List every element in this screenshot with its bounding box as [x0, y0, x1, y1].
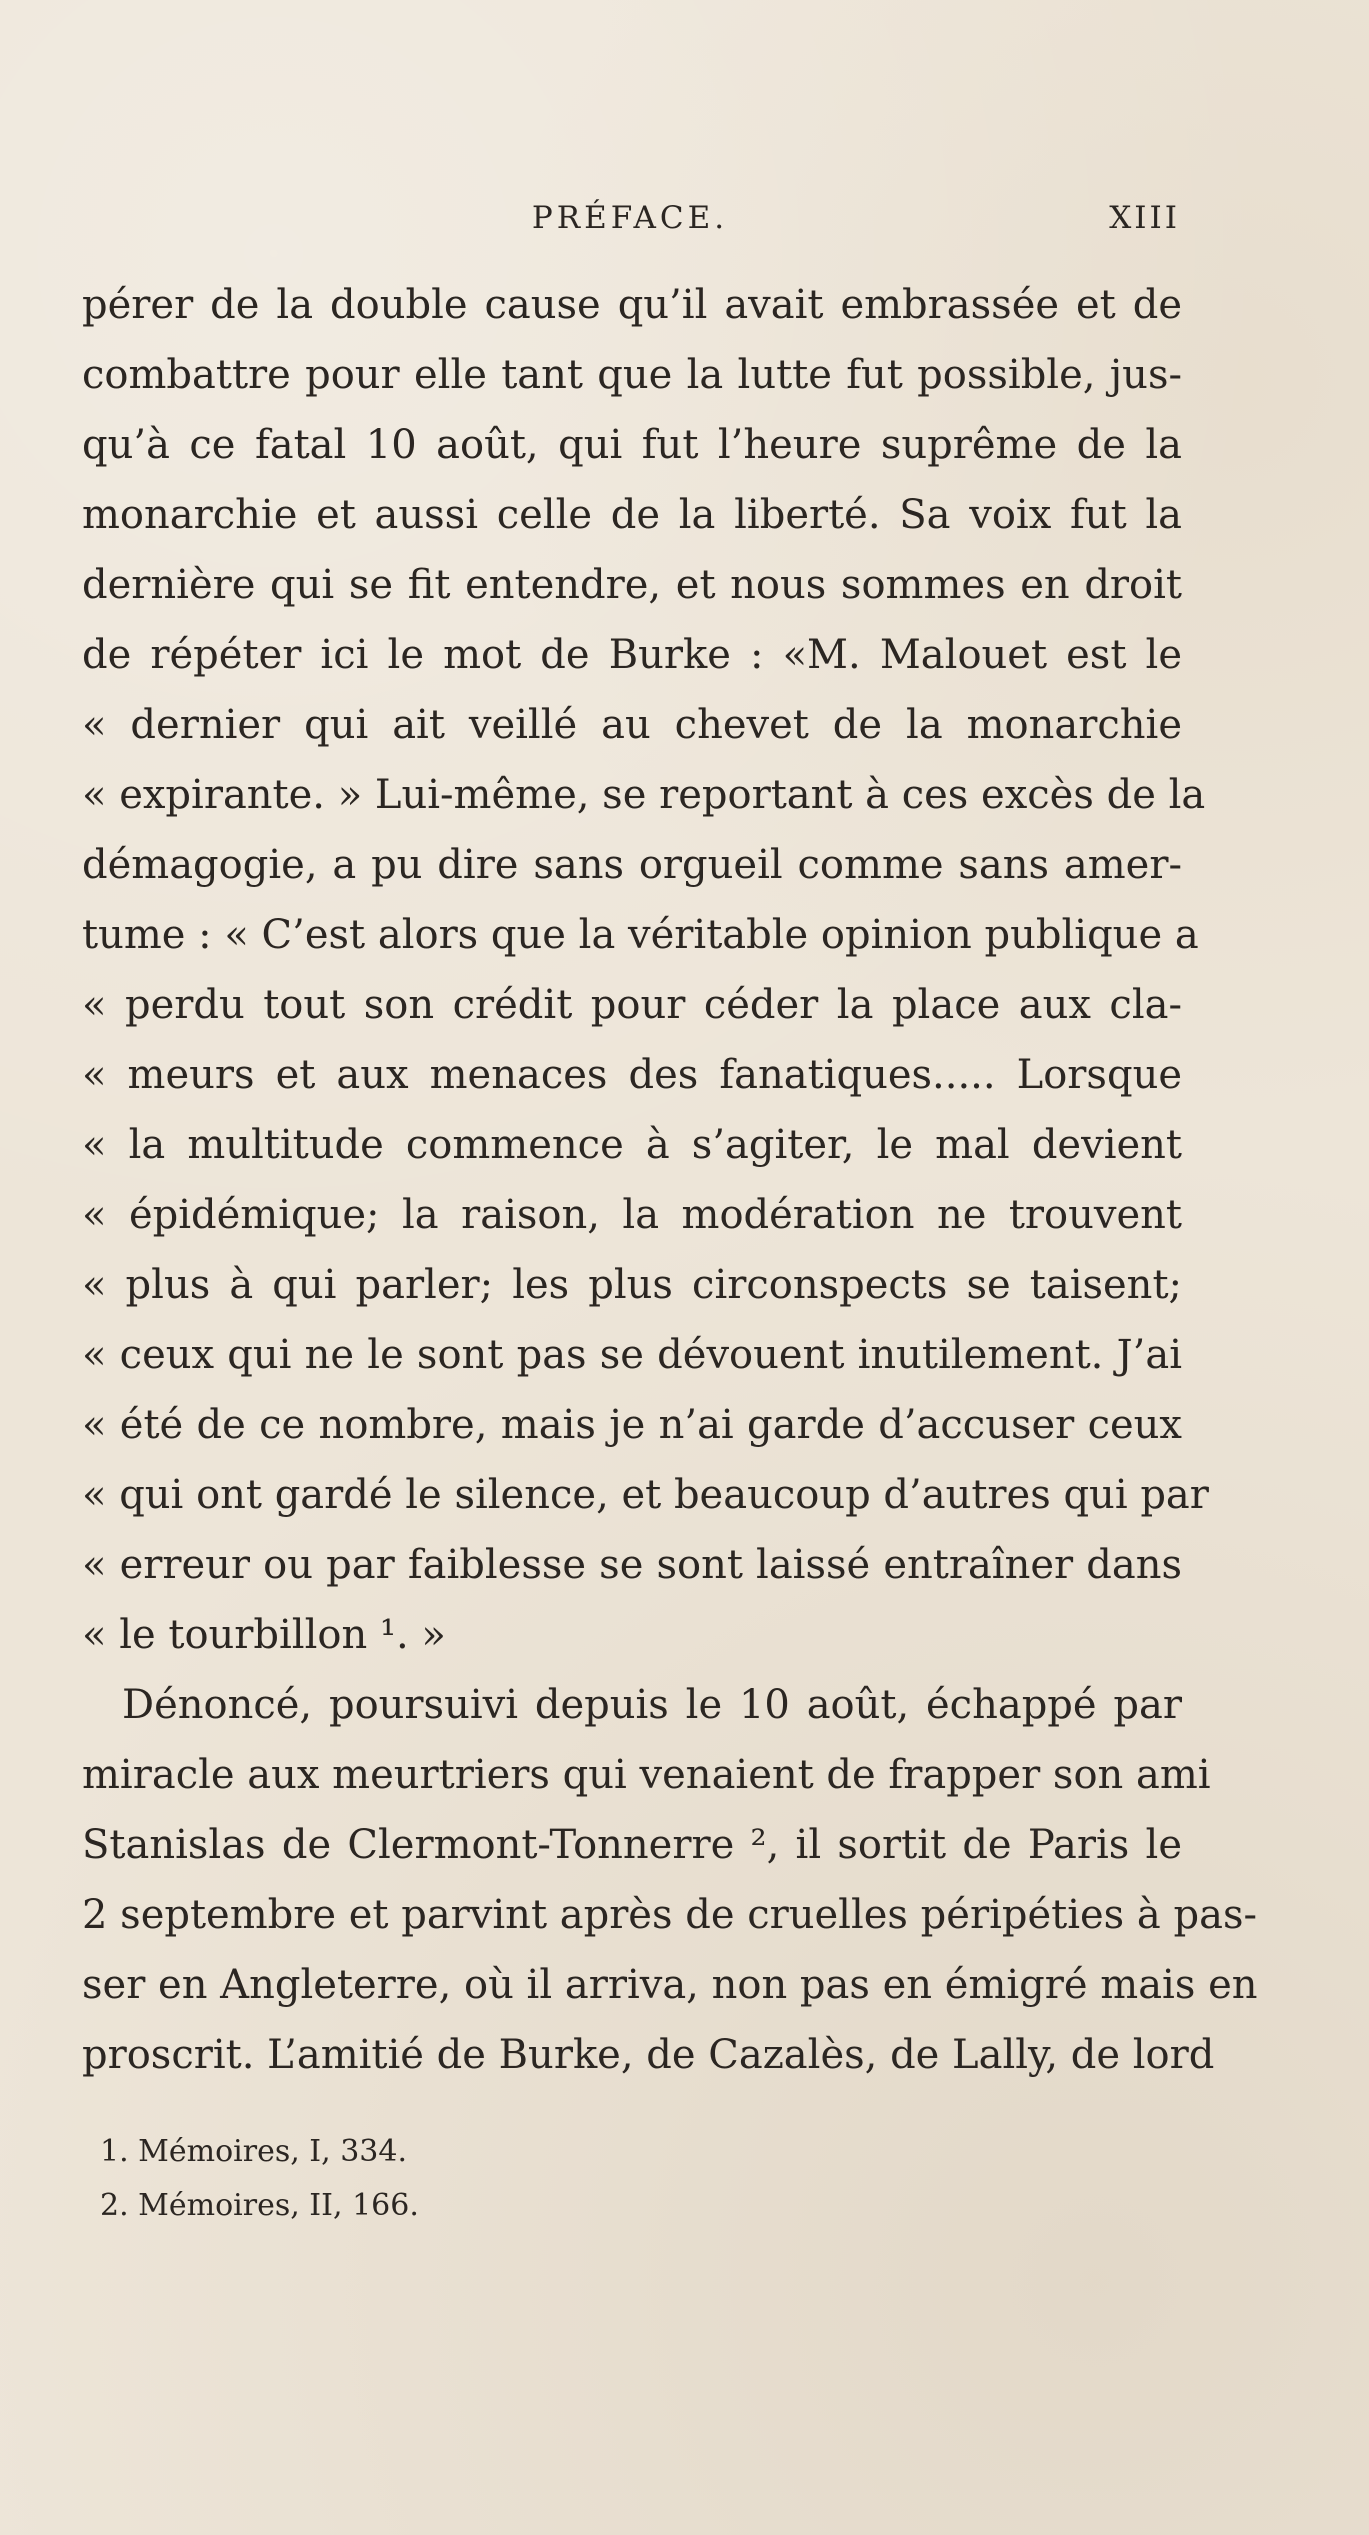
running-head — [80, 200, 1180, 250]
text-line: « expirante. » Lui-même, se reportant à ces excès de la — [82, 772, 1206, 818]
text-line: miracle aux meurtriers qui venaient de frapper son ami — [82, 1752, 1211, 1798]
body-text — [82, 270, 1258, 2090]
text-line: ser en Angleterre, où il arriva, non pas en émigré mais en — [82, 1962, 1258, 2008]
text-line: Dénoncé, poursuivi depuis le 10 août, échappé par — [122, 1682, 1182, 1728]
text-line: monarchie et aussi celle de la liberté. Sa voix fut la — [82, 492, 1182, 538]
text-line: qu’à ce fatal 10 août, qui fut l’heure suprême de la — [82, 422, 1182, 468]
text-line: « meurs et aux menaces des fanatiques..... Lorsque — [82, 1052, 1182, 1098]
text-line: proscrit. L’amitié de Burke, de Cazalès, de Lally, de lord — [82, 2032, 1215, 2078]
text-line: dernière qui se fit entendre, et nous sommes en droit — [82, 562, 1182, 608]
text-line: combattre pour elle tant que la lutte fut possible, jus- — [82, 352, 1182, 398]
text-line: « plus à qui parler; les plus circonspects se taisent; — [82, 1262, 1182, 1308]
running-title: PRÉFACE. — [531, 200, 729, 236]
footnote: 1. Mémoires, I, 334. — [100, 2134, 408, 2169]
text-line: tume : « C’est alors que la véritable opinion publique a — [82, 912, 1199, 958]
footnote: 2. Mémoires, II, 166. — [100, 2188, 419, 2223]
text-line: « erreur ou par faiblesse se sont laissé entraîner dans — [82, 1542, 1182, 1588]
text-line: de répéter ici le mot de Burke : «M. Malouet est le — [82, 632, 1182, 678]
page-number: XIII — [1109, 200, 1180, 236]
text-line: « le tourbillon ¹. » — [82, 1612, 446, 1658]
text-line: Stanislas de Clermont-Tonnerre ², il sortit de Paris le — [82, 1822, 1182, 1868]
footnotes — [100, 2125, 1100, 2233]
text-line: « perdu tout son crédit pour céder la place aux cla- — [82, 982, 1182, 1028]
text-line: « qui ont gardé le silence, et beaucoup d’autres qui par — [82, 1472, 1209, 1518]
text-line: 2 septembre et parvint après de cruelles péripéties à pas- — [82, 1892, 1257, 1938]
text-line: « été de ce nombre, mais je n’ai garde d’accuser ceux — [82, 1402, 1182, 1448]
text-line: « épidémique; la raison, la modération ne trouvent — [82, 1192, 1182, 1238]
text-line: « ceux qui ne le sont pas se dévouent inutilement. J’ai — [82, 1332, 1182, 1378]
text-line: « dernier qui ait veillé au chevet de la monarchie — [82, 702, 1182, 748]
text-line: « la multitude commence à s’agiter, le mal devient — [82, 1122, 1182, 1168]
text-line: démagogie, a pu dire sans orgueil comme sans amer- — [82, 842, 1182, 888]
text-line: pérer de la double cause qu’il avait embrassée et de — [82, 282, 1182, 328]
